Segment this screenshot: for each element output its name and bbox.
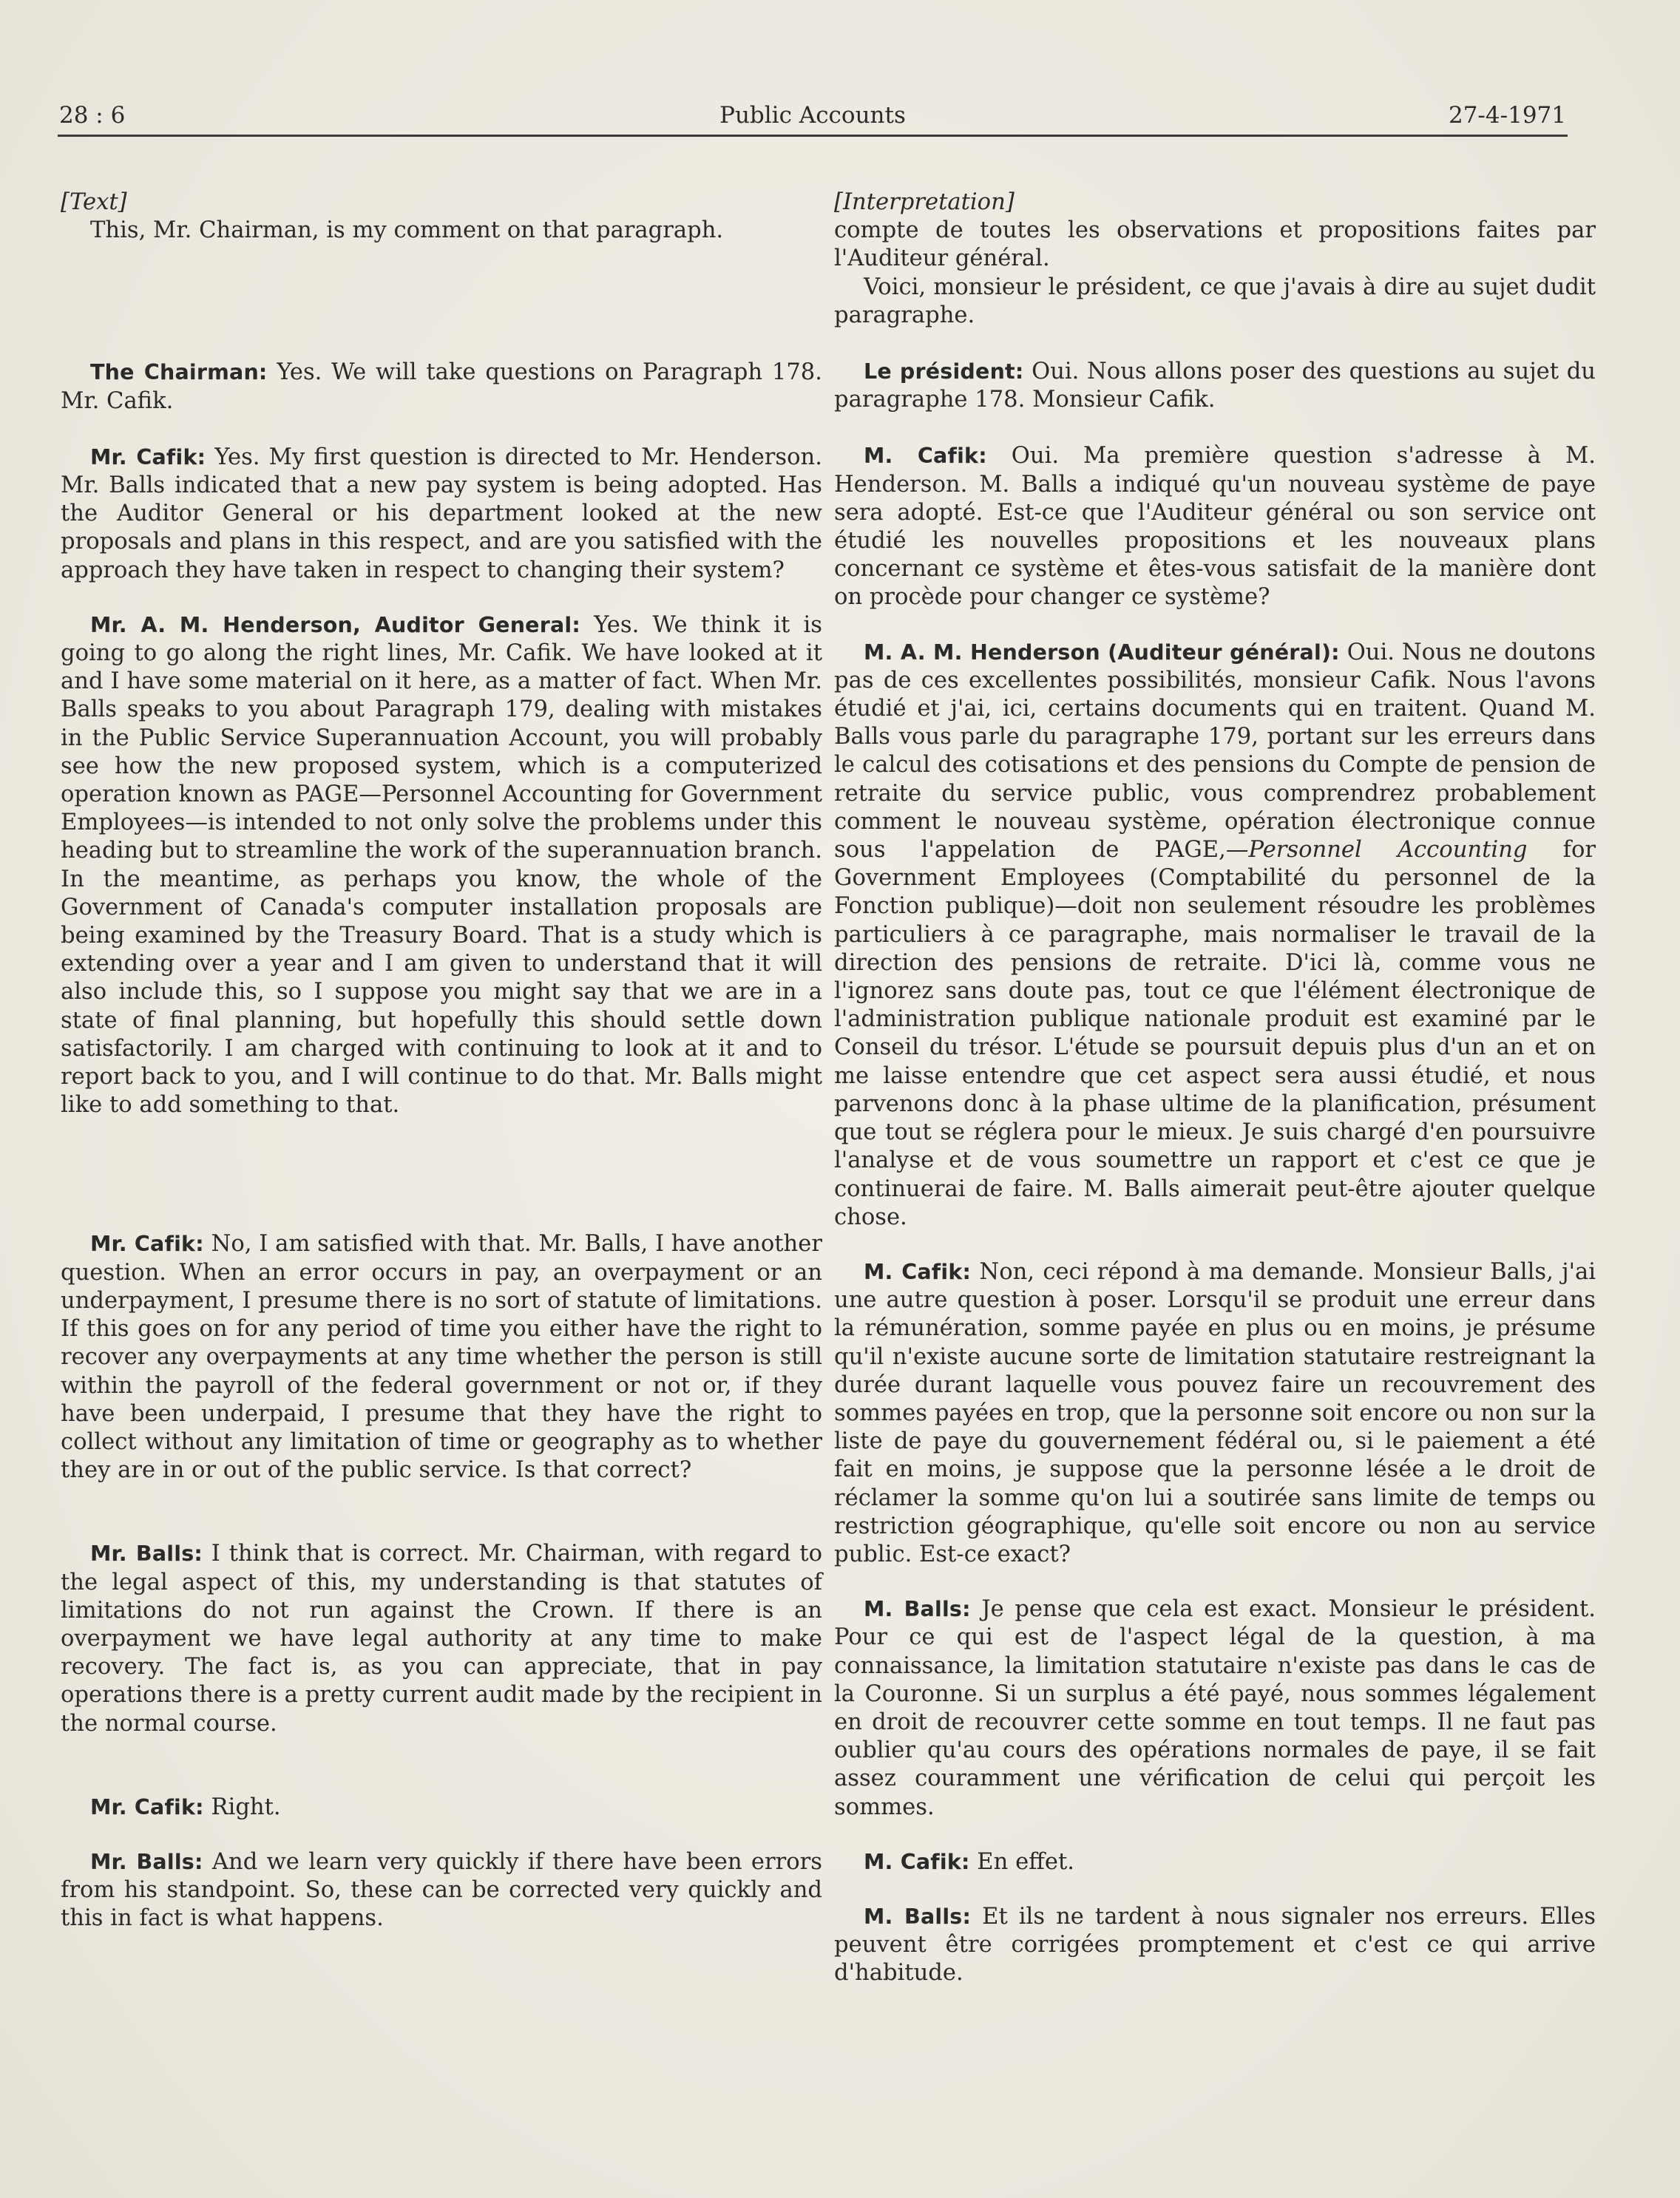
speech-text: Yes. My first question is directed to Mr. Henderson. Mr. Balls indicated that a new pay system is being adopted. Has the Auditor General or his department looked at the new proposals and plans in this respect, and are you satisfied with the approach they have taken in respect to changing their system? xyxy=(61,444,822,583)
speech-text: Et ils ne tardent à nous signaler nos erreurs. Elles peuvent être corrigées promptement et c'est ce qui arrive d'habitude. xyxy=(834,1903,1596,1987)
speaker-name: Mr. Balls: xyxy=(90,1541,203,1567)
speech-paragraph xyxy=(834,1258,1596,1569)
running-date: 27-4-1971 xyxy=(1448,102,1566,129)
speaker-name: M. Balls: xyxy=(864,1904,972,1929)
speech-paragraph xyxy=(61,1848,822,1933)
speech-text: Yes. We think it is going to go along the right lines, Mr. Cafik. We have looked at it and I have some material on it here, as a matter of fact. When Mr. Balls speaks to you about Paragraph 179, dealing with mistakes in the Public Service Superannuation Account, you will probably see how the new proposed system, which is a computerized operation known as PAGE—Personnel Accounting for Government Employees—is intended to not only solve the problems under this heading but to streamline the work of the superannuation branch. In the meantime, as perhaps you know, the whole of the Government of Canada's computer installation proposals are being examined by the Treasury Board. That is a study which is extending over a year and I am given to understand that it will also include this, so I suppose you might say that we are in a state of final planning, but hopefully this should settle down satisfactorily. I am charged with continuing to look at it and to report back to you, and I will continue to do that. Mr. Balls might like to add something to that. xyxy=(61,611,822,1119)
speech-paragraph xyxy=(834,639,1596,1232)
english-column xyxy=(61,189,822,1933)
intro-paragraph: compte de toutes les observations et propositions faites par l'Auditeur général. xyxy=(834,217,1596,272)
speech-paragraph xyxy=(834,1595,1596,1822)
speech-paragraph xyxy=(834,358,1596,414)
speech-paragraph xyxy=(61,444,822,585)
speech-paragraph xyxy=(61,359,822,415)
speech-paragraph xyxy=(61,1230,822,1485)
speaker-name: Mr. A. M. Henderson, Auditor General: xyxy=(90,612,580,637)
header-rule xyxy=(58,135,1568,137)
speaker-name: Mr. Cafik: xyxy=(90,444,206,469)
speech-text: En effet. xyxy=(969,1848,1075,1875)
speaker-name: M. Cafik: xyxy=(864,1259,972,1284)
intro-paragraph: This, Mr. Chairman, is my comment on that paragraph. xyxy=(90,217,724,244)
speech-paragraph xyxy=(61,611,822,1120)
speech-paragraph xyxy=(834,442,1596,611)
speaker-name: Mr. Cafik: xyxy=(90,1232,204,1257)
running-head xyxy=(59,102,1566,136)
speech-paragraph xyxy=(834,1903,1596,1988)
speaker-name: The Chairman: xyxy=(90,360,268,385)
speech-text: I think that is correct. Mr. Chairman, with regard to the legal aspect of this, my understanding is that statutes of limitations do not run against the Crown. If there is an overpayment we have legal authority at any time to make recovery. The fact is, as you can appreciate, that in pay operations there is a pretty current audit made by the recipient in the normal course. xyxy=(61,1541,822,1737)
column-label: [Text] xyxy=(61,189,127,215)
speech-paragraph xyxy=(61,1794,822,1822)
speaker-name: Mr. Balls: xyxy=(90,1849,203,1874)
speaker-name: M. Balls: xyxy=(864,1597,971,1622)
speaker-name: M. Cafik: xyxy=(864,1849,970,1874)
speech-text-cont: for Government Employees (Comptabilité du personnel de la Fonction publique)—doit non seulement résoudre les problèmes particuliers à ce paragraphe, mais normaliser le travail de la direction des pensions de retraite. D'ici là, comme vous ne l'ignorez sans doute pas, tout ce que l'élément électronique de l'administration publique nationale produit est examiné par le Conseil du trésor. L'étude se poursuit depuis plus d'un an et on me laisse entendre que cet aspect sera aussi étudié, et nous parvenons donc à la phase ultime de la planification, présument que tout se réglera pour le mieux. Je suis chargé d'en poursuivre l'analyse et de vous soumettre un rapport et c'est ce que je continuerai de faire. M. Balls aimerait peut-être ajouter quelque chose. xyxy=(834,837,1596,1230)
speech-text: Oui. Nous allons poser des questions au sujet du paragraphe 178. Monsieur Cafik. xyxy=(834,359,1596,413)
emphasis-text: Personnel Accounting xyxy=(1248,837,1528,864)
speech-text: Yes. We will take questions on Paragraph 178. Mr. Cafik. xyxy=(61,359,822,414)
speech-text: And we learn very quickly if there have been errors from his standpoint. So, these can be corrected very quickly and this in fact is what happens. xyxy=(61,1848,822,1932)
column-label-text: Text xyxy=(69,189,118,215)
speech-text: Oui. Nous ne doutons pas de ces excellentes possibilités, monsieur Cafik. Nous l'avons étudié et j'ai, ici, certains documents qui en traitent. Quand M. Balls vous parle du paragraphe 179, portant sur les erreurs dans le calcul des cotisations et des pensions du Compte de pension de retraite du service public, vous comprendrez probablement comment le nouveau système, opération électronique connue sous l'appelation de PAGE,— xyxy=(834,639,1596,864)
speech-text: No, I am satisfied with that. Mr. Balls, I have another question. When an error occurs in pay, an overpayment or an underpayment, I presume there is no sort of statute of limitations. If this goes on for any period of time you either have the right to recover any overpayments at any time whether the person is still within the payroll of the federal government or not or, if they have been underpaid, I presume that they have the right to collect without any limitation of time or geography as to whether they are in or out of the public service. Is that correct? xyxy=(61,1231,822,1484)
speaker-name: M. A. M. Henderson (Auditeur général): xyxy=(864,640,1340,665)
running-title: Public Accounts xyxy=(719,102,906,129)
intro-paragraph-2: Voici, monsieur le président, ce que j'avais à dire au sujet dudit paragraphe. xyxy=(834,274,1596,328)
speech-text: Je pense que cela est exact. Monsieur le président. Pour ce qui est de l'aspect légal de la question, à ma connaissance, la limitation statutaire n'existe pas dans le cas de la Couronne. Si un surplus a été payé, nous sommes légalement en droit de recouvrer cette somme en tout temps. Il ne faut pas oublier qu'au cours des opérations normales de paye, il se fait assez couramment une vérification de celui qui perçoit les sommes. xyxy=(834,1596,1596,1820)
speech-text: Right. xyxy=(203,1794,281,1820)
french-column xyxy=(834,189,1596,1988)
column-label: [Interpretation] xyxy=(834,189,1015,215)
speaker-name: Le président: xyxy=(864,359,1024,384)
speech-paragraph xyxy=(61,1540,822,1737)
column-label-text: Interpretation xyxy=(842,189,1006,215)
page-number: 28 : 6 xyxy=(59,102,126,129)
speaker-name: M. Cafik: xyxy=(864,444,987,469)
speech-paragraph xyxy=(834,1848,1596,1876)
speech-text: Non, ceci répond à ma demande. Monsieur Balls, j'ai une autre question à poser. Lorsqu'il se produit une erreur dans la rémunération, somme payée en plus ou en moins, je présume qu'il n'existe aucune sorte de limitation statutaire restreignant la durée durant laquelle vous pouvez faire un recouvrement des sommes payées en trop, que la personne soit encore ou non sur la liste de paye du gouvernement fédéral ou, si le paiement a été fait en moins, je suppose que la personne lésée a le droit de réclamer la somme qu'on lui a soutirée sans limite de temps ou restriction géographique, qu'elle soit encore ou non au service public. Est-ce exact? xyxy=(834,1258,1596,1567)
speaker-name: Mr. Cafik: xyxy=(90,1794,204,1819)
speech-text: Oui. Ma première question s'adresse à M. Henderson. M. Balls a indiqué qu'un nouveau système de paye sera adopté. Est-ce que l'Auditeur général ou son service ont étudié les nouvelles propositions et les nouveaux plans concernant ce système et êtes-vous satisfait de la manière dont on procède pour changer ce système? xyxy=(834,443,1596,611)
